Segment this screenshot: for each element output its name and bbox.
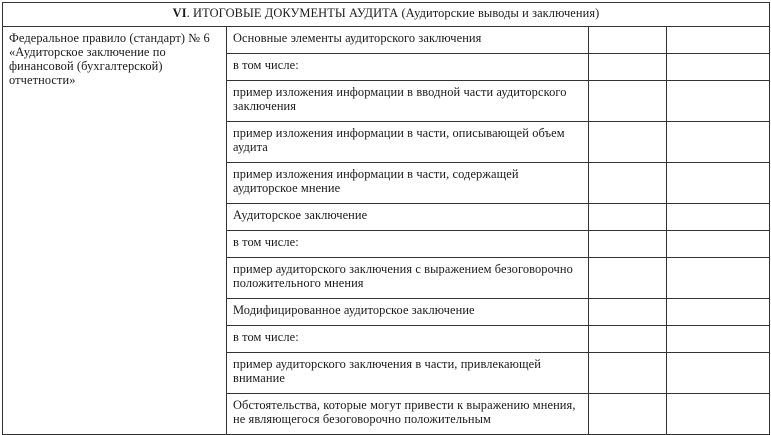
row-text: пример изложения информации в вводной части аудиторского заключения [227, 81, 589, 122]
table-row [3, 27, 770, 54]
empty-cell [667, 27, 770, 54]
empty-cell [589, 326, 667, 353]
row-text: пример аудиторского заключения в части, привлекающей внимание [227, 353, 589, 394]
row-text: Основные элементы аудиторского заключения [227, 27, 589, 54]
empty-cell [667, 394, 770, 435]
empty-cell [589, 394, 667, 435]
standard-name: Федеральное правило (стандарт) № 6 «Аудиторское заключение по финансовой (бухгалтерской) отчетности» [3, 27, 227, 435]
empty-cell [667, 163, 770, 204]
empty-cell [589, 122, 667, 163]
row-text: пример аудиторского заключения с выражением безоговорочно положительного мнения [227, 258, 589, 299]
row-text: пример изложения информации в части, описывающей объем аудита [227, 122, 589, 163]
empty-cell [667, 122, 770, 163]
section-title-text: . ИТОГОВЫЕ ДОКУМЕНТЫ АУДИТА (Аудиторские выводы и заключения) [186, 6, 600, 20]
row-text: Модифицированное аудиторское заключение [227, 299, 589, 326]
row-text: в том числе: [227, 231, 589, 258]
empty-cell [589, 163, 667, 204]
empty-cell [667, 353, 770, 394]
empty-cell [589, 81, 667, 122]
empty-cell [667, 326, 770, 353]
empty-cell [667, 299, 770, 326]
empty-cell [667, 231, 770, 258]
empty-cell [667, 258, 770, 299]
row-text: Аудиторское заключение [227, 204, 589, 231]
empty-cell [589, 299, 667, 326]
empty-cell [589, 353, 667, 394]
empty-cell [589, 54, 667, 81]
section-number: VI [172, 6, 187, 20]
section-header-row [3, 3, 770, 27]
section-title [3, 3, 770, 27]
empty-cell [667, 81, 770, 122]
row-text: в том числе: [227, 326, 589, 353]
empty-cell [667, 54, 770, 81]
row-text: Обстоятельства, которые могут привести к выражению мнения, не являющегося безоговорочно положительным [227, 394, 589, 435]
empty-cell [589, 27, 667, 54]
empty-cell [667, 204, 770, 231]
empty-cell [589, 258, 667, 299]
empty-cell [589, 231, 667, 258]
audit-documents-table [2, 2, 770, 435]
empty-cell [589, 204, 667, 231]
row-text: пример изложения информации в части, содержащей аудиторское мнение [227, 163, 589, 204]
row-text: в том числе: [227, 54, 589, 81]
